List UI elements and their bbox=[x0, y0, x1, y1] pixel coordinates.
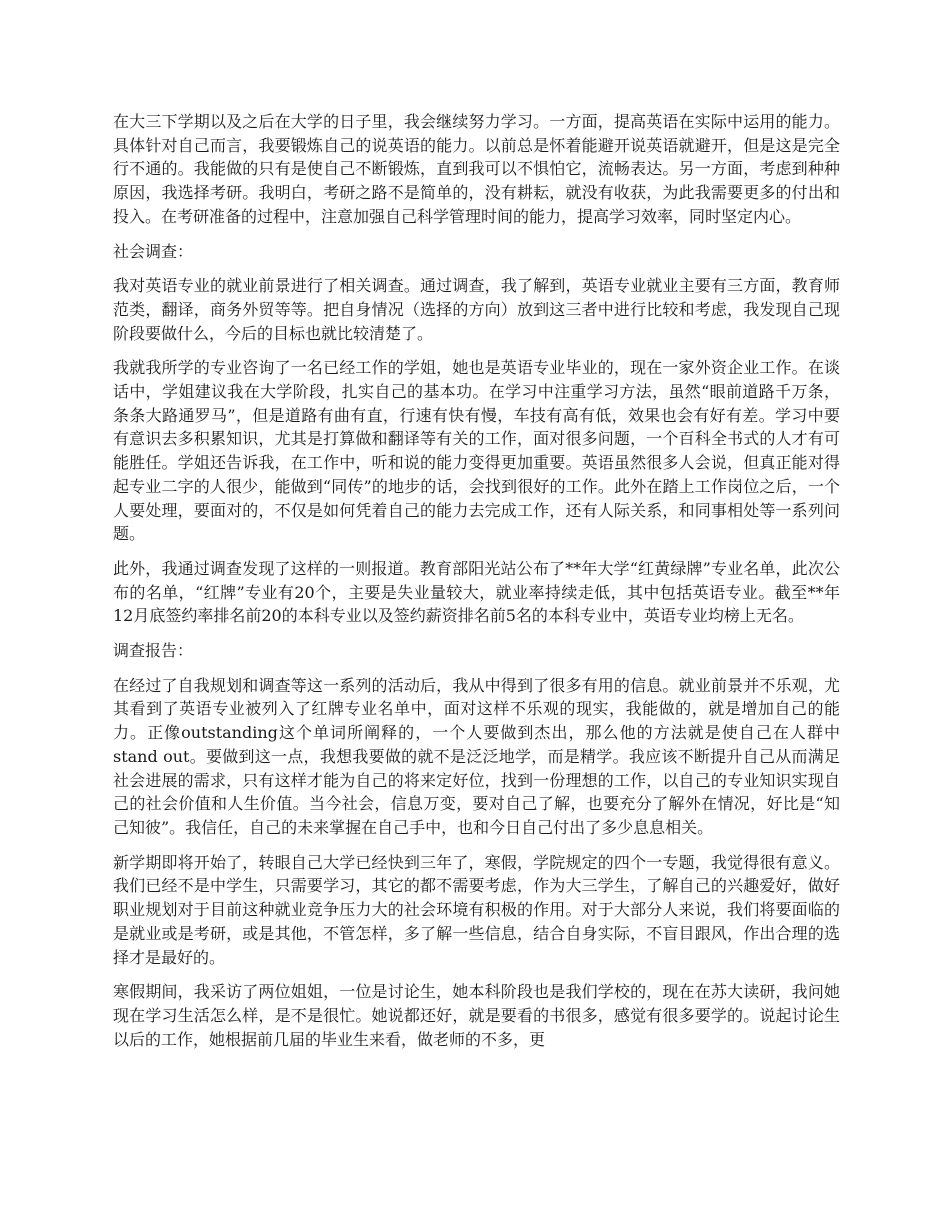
paragraph-employment-prospects: 我对英语专业的就业前景进行了相关调查。通过调查，我了解到，英语专业就业主要有三方面，教育师范类，翻译，商务外贸等等。把自身情况（选择的方向）放到这三者中进行比较和考虑，我发现自己现阶段要做什么，今后的目标也就比较清楚了。 bbox=[113, 276, 840, 343]
heading-survey-report: 调查报告： bbox=[113, 641, 194, 661]
paragraph-new-semester: 新学期即将开始了，转眼自己大学已经快到三年了，寒假，学院规定的四个一专题，我觉得很有意义。我们已经不是中学生，只需要学习，其它的都不需要考虑，作为大三学生，了解自己的兴趣爱好，做好职业规划对于目前这种就业竞争压力大的社会环境有积极的作用。对于大部分人来说，我们将要面临的是就业或是考研，或是其他，不管怎样，多了解一些信息，结合自身实际，不盲目跟风，作出合理的选择才是最好的。 bbox=[113, 852, 840, 967]
paragraph-senior-advice: 我就我所学的专业咨询了一名已经工作的学姐，她也是英语专业毕业的，现在一家外资企业工作。在谈话中，学姐建议我在大学阶段，扎实自己的基本功。在学习中注重学习方法，虽然“眼前道路千万条，条条大路通罗马”，但是道路有曲有直，行速有快有慢，车技有高有低，效果也会有好有差。学习中要有意识去多积累知识，尤其是打算做和翻译等有关的工作，面对很多问题，一个百科全书式的人才有可能胜任。学姐还告诉我，在工作中，听和说的能力变得更加重要。英语虽然很多人会说，但真正能对得起专业二字的人很少，能做到“同传”的地步的话，会找到很好的工作。此外在踏上工作岗位之后，一个人要处理，要面对的，不仅是如何凭着自己的能力去完成工作，还有人际关系，和同事相处等一系列问题。 bbox=[113, 358, 840, 544]
paragraph-red-list-report: 此外，我通过调查发现了这样的一则报道。教育部阳光站公布了**年大学“红黄绿牌”专业名单，此次公布的名单，“红牌”专业有20个，主要是失业量较大，就业率持续走低，其中包括英语专业。截至**年12月底签约率排名前20的本科专业以及签约薪资排名前5名的本科专业中，英语专业均榜上无名。 bbox=[113, 558, 840, 626]
paragraph-winter-interview: 寒假期间，我采访了两位姐姐，一位是讨论生，她本科阶段也是我们学校的，现在在苏大读研，我问她现在学习生活怎么样，是不是很忙。她说都还好，就是要看的书很多，感觉有很多要学的。说起讨论生以后的工作，她根据前几届的毕业生来看，做老师的不多，更 bbox=[113, 982, 840, 1049]
paragraph-report-reflection: 在经过了自我规划和调查等这一系列的活动后，我从中得到了很多有用的信息。就业前景并不乐观，尤其看到了英语专业被列入了红牌专业名单中，面对这样不乐观的现实，我能做的，就是增加自己的能力。正像outstanding这个单词所阐释的，一个人要做到杰出，那么他的方法就是使自己在人群中stand out。要做到这一点，我想我要做的就不是泛泛地学，而是精学。我应该不断提升自己从而满足社会进展的需求，只有这样才能为自己的将来定好位，找到一份理想的工作，以自己的专业知识实现自己的社会价值和人生价值。当今社会，信息万变，要对自己了解，也要充分了解外在情况，好比是“知己知彼”。我信任，自己的未来掌握在自己手中，也和今日自己付出了多少息息相关。 bbox=[113, 675, 840, 837]
heading-social-survey: 社会调查： bbox=[113, 241, 194, 261]
document-body bbox=[113, 110, 840, 1062]
paragraph-plan-summary: 在大三下学期以及之后在大学的日子里，我会继续努力学习。一方面，提高英语在实际中运用的能力。具体针对自己而言，我要锻炼自己的说英语的能力。以前总是怀着能避开说英语就避开，但是这是完全行不通的。我能做的只有是使自己不断锻炼，直到我可以不惧怕它，流畅表达。另一方面，考虑到种种原因，我选择考研。我明白，考研之路不是简单的，没有耕耘，就没有收获，为此我需要更多的付出和投入。在考研准备的过程中，注意加强自己科学管理时间的能力，提高学习效率，同时坚定内心。 bbox=[113, 112, 840, 226]
